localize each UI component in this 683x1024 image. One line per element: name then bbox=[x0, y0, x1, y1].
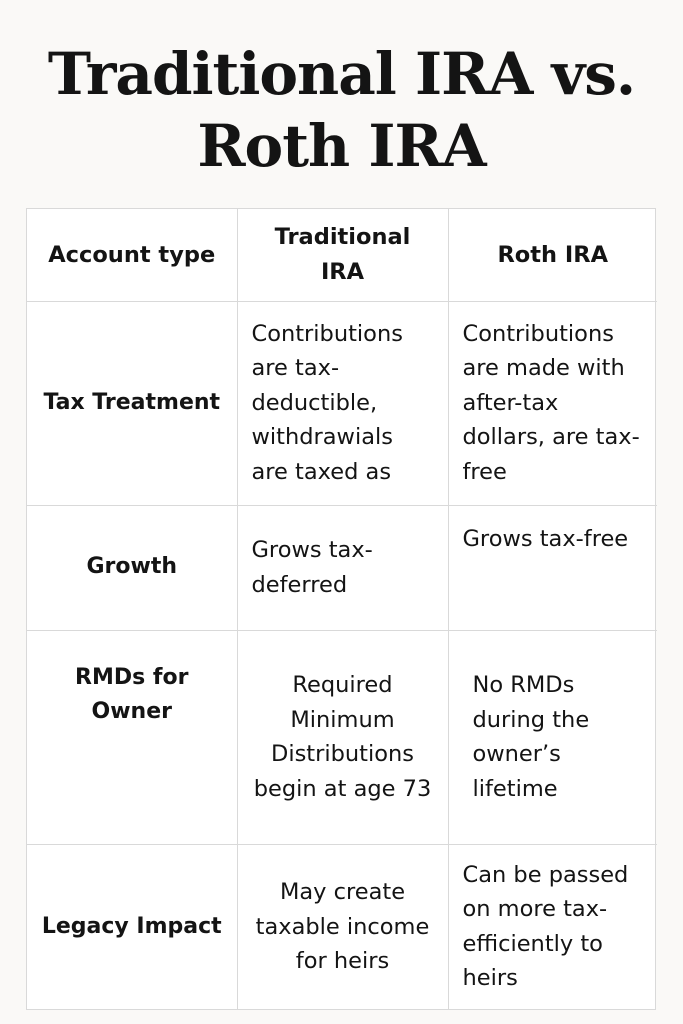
cell-roth-rmds: No RMDs during the owner’s lifetime bbox=[448, 630, 657, 844]
table-row bbox=[27, 301, 657, 505]
cell-traditional-legacy: May create taxable income for heirs bbox=[237, 844, 448, 1009]
row-label-rmds-for-owner: RMDs for Owner bbox=[27, 630, 237, 844]
cell-roth-growth: Grows tax-free bbox=[448, 505, 657, 630]
page-title-line-2: Roth IRA bbox=[197, 112, 486, 180]
table-row bbox=[27, 844, 657, 1009]
header-traditional-ira: Traditional IRA bbox=[237, 209, 448, 301]
cell-traditional-rmds: Required Minimum Distributions begin at age 73 bbox=[237, 630, 448, 844]
page-title bbox=[0, 38, 683, 182]
cell-roth-legacy: Can be passed on more tax-efficiently to heirs bbox=[448, 844, 657, 1009]
table-header-row bbox=[27, 209, 657, 301]
cell-traditional-growth: Grows tax-deferred bbox=[237, 505, 448, 630]
cell-roth-tax-treatment: Contributions are made with after-tax dollars, are tax-free bbox=[448, 301, 657, 505]
header-roth-ira: Roth IRA bbox=[448, 209, 657, 301]
page-title-line-1: Traditional IRA vs. bbox=[47, 40, 636, 108]
row-label-legacy-impact: Legacy Impact bbox=[27, 844, 237, 1009]
row-label-tax-treatment: Tax Treatment bbox=[27, 301, 237, 505]
cell-traditional-tax-treatment: Contributions are tax-deductible, withdrawials are taxed as bbox=[237, 301, 448, 505]
header-account-type: Account type bbox=[27, 209, 237, 301]
table-row bbox=[27, 505, 657, 630]
row-label-growth: Growth bbox=[27, 505, 237, 630]
comparison-table bbox=[26, 208, 656, 1010]
table-row bbox=[27, 630, 657, 844]
